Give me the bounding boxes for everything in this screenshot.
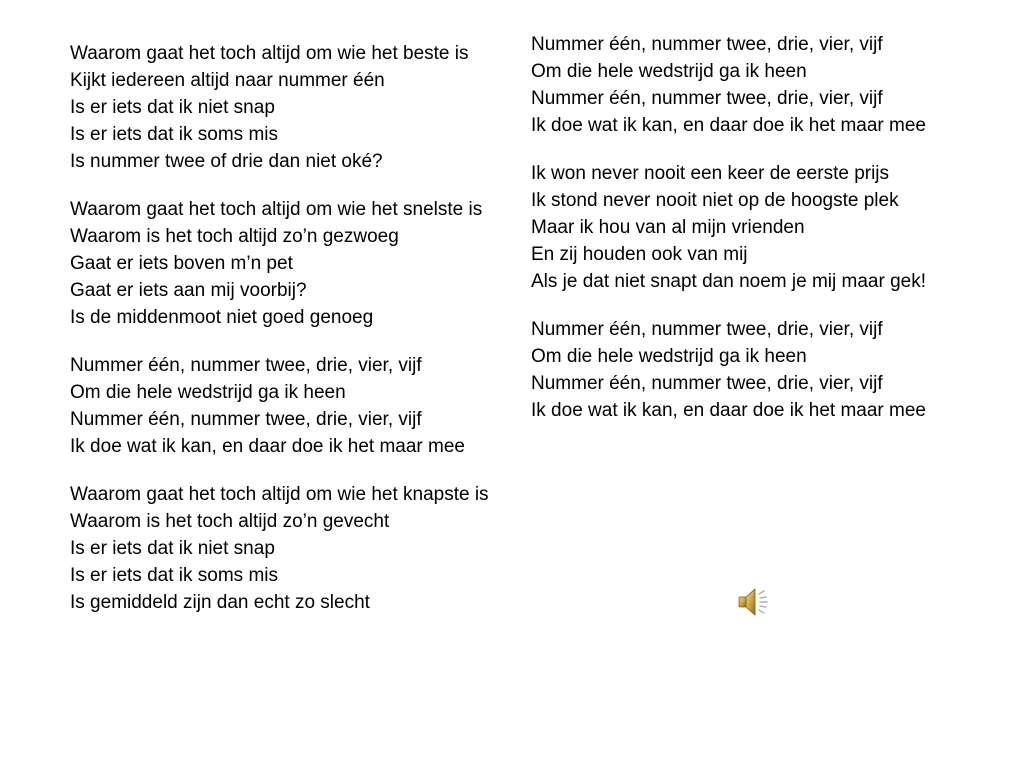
lyric-line: Ik doe wat ik kan, en daar doe ik het maar mee xyxy=(531,400,926,421)
lyric-line: Gaat er iets boven m’n pet xyxy=(70,253,293,274)
lyric-line: Waarom is het toch altijd zo’n gezwoeg xyxy=(70,226,399,247)
lyric-line: Nummer één, nummer twee, drie, vier, vijf xyxy=(531,319,883,340)
lyric-line: Nummer één, nummer twee, drie, vier, vijf xyxy=(531,373,883,394)
lyric-line: Ik stond never nooit niet op de hoogste plek xyxy=(531,190,899,211)
lyric-line: Kijkt iedereen altijd naar nummer één xyxy=(70,70,385,91)
lyric-line: Gaat er iets aan mij voorbij? xyxy=(70,280,307,301)
stanza-break xyxy=(70,178,510,199)
lyric-line: Om die hele wedstrijd ga ik heen xyxy=(531,61,807,82)
speaker-icon-graphic xyxy=(736,584,772,620)
lyric-line: En zij houden ook van mij xyxy=(531,244,748,265)
lyric-line: Is er iets dat ik soms mis xyxy=(70,565,278,586)
lyric-line: Nummer één, nummer twee, drie, vier, vijf xyxy=(531,34,883,55)
lyric-line: Is nummer twee of drie dan niet oké? xyxy=(70,151,383,172)
lyric-line: Is de middenmoot niet goed genoeg xyxy=(70,307,374,328)
speaker-icon[interactable] xyxy=(736,584,772,620)
lyric-line: Is gemiddeld zijn dan echt zo slecht xyxy=(70,592,370,613)
lyric-line: Ik doe wat ik kan, en daar doe ik het maar mee xyxy=(70,436,465,457)
lyrics-column-right xyxy=(531,34,971,427)
lyric-line: Om die hele wedstrijd ga ik heen xyxy=(531,346,807,367)
lyric-line: Is er iets dat ik niet snap xyxy=(70,97,275,118)
lyric-line: Ik won never nooit een keer de eerste prijs xyxy=(531,163,890,184)
stanza-break xyxy=(531,142,971,163)
lyric-line: Waarom gaat het toch altijd om wie het knapste is xyxy=(70,484,489,505)
lyrics-column-left xyxy=(70,43,510,619)
lyric-line: Om die hele wedstrijd ga ik heen xyxy=(70,382,346,403)
lyric-line: Nummer één, nummer twee, drie, vier, vijf xyxy=(531,88,883,109)
lyric-line: Is er iets dat ik niet snap xyxy=(70,538,275,559)
lyric-line: Nummer één, nummer twee, drie, vier, vijf xyxy=(70,355,422,376)
stanza-break xyxy=(70,463,510,484)
lyric-line: Waarom is het toch altijd zo’n gevecht xyxy=(70,511,390,532)
stanza-break xyxy=(70,334,510,355)
lyric-line: Nummer één, nummer twee, drie, vier, vijf xyxy=(70,409,422,430)
lyric-line: Maar ik hou van al mijn vrienden xyxy=(531,217,805,238)
lyric-line: Waarom gaat het toch altijd om wie het snelste is xyxy=(70,199,483,220)
stanza-break xyxy=(531,298,971,319)
lyric-line: Als je dat niet snapt dan noem je mij maar gek! xyxy=(531,271,926,292)
lyric-line: Ik doe wat ik kan, en daar doe ik het maar mee xyxy=(531,115,926,136)
lyric-line: Waarom gaat het toch altijd om wie het beste is xyxy=(70,43,469,64)
lyric-line: Is er iets dat ik soms mis xyxy=(70,124,278,145)
